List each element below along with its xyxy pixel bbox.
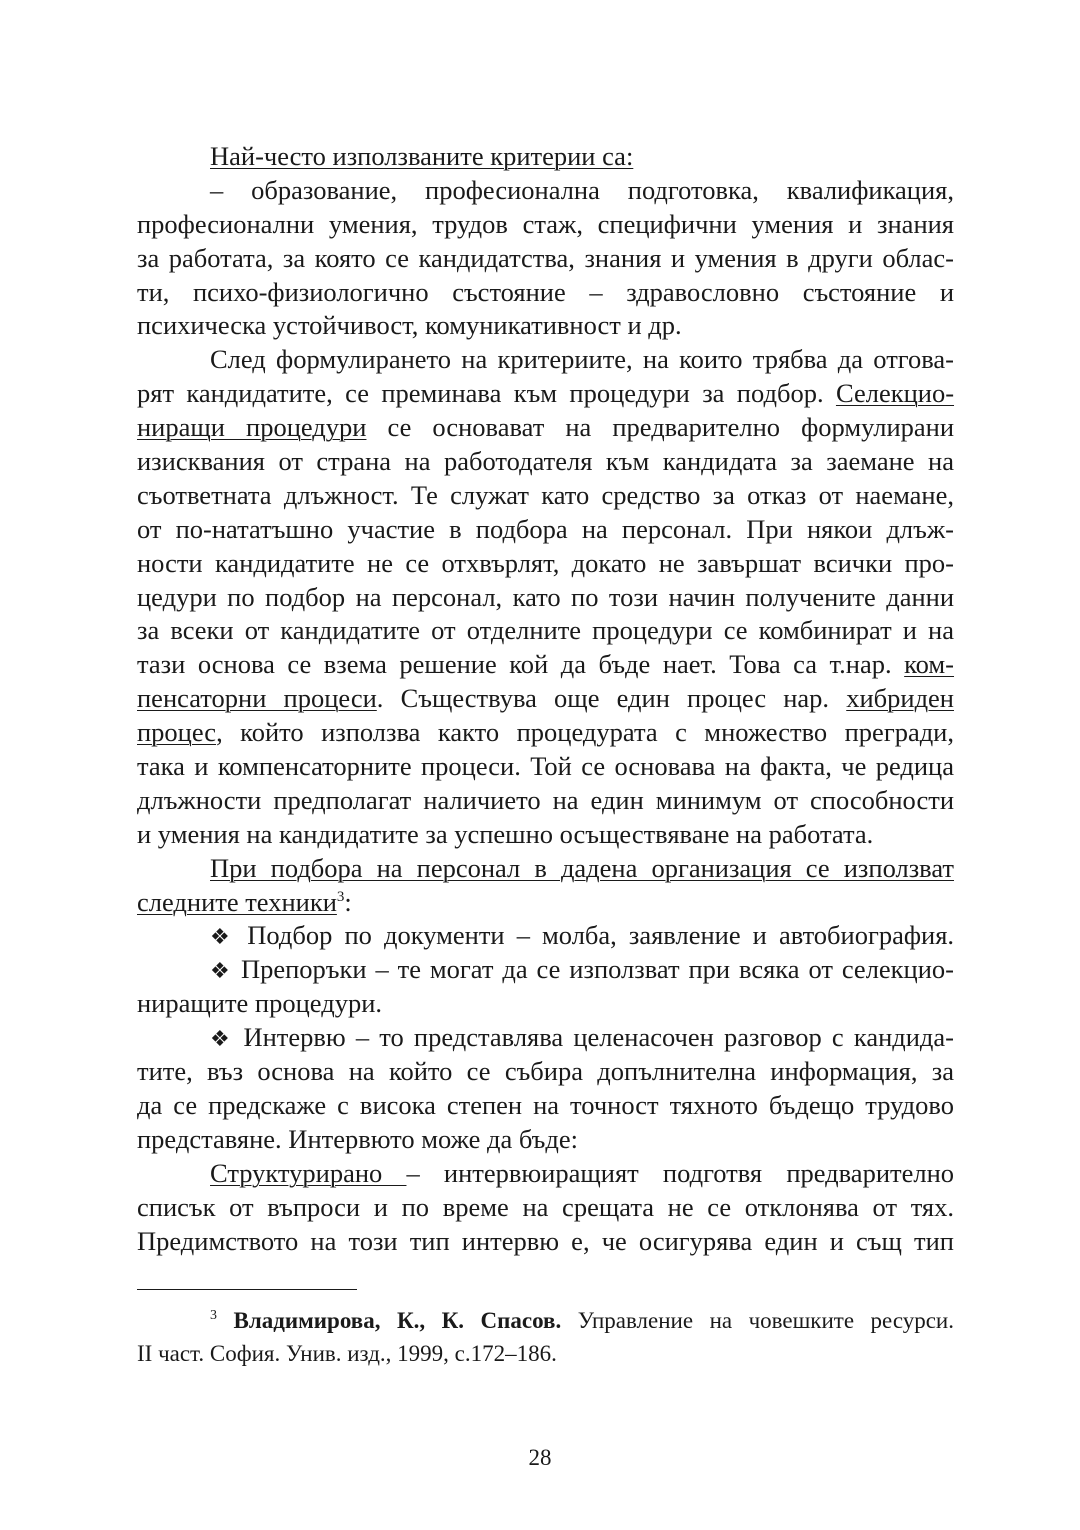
diamond-bullet-icon: ❖ xyxy=(210,1026,234,1052)
list-item-text: Препоръки – те могат да се използват при всяка от селекцио- xyxy=(240,954,954,985)
text-line xyxy=(137,411,954,445)
page-number: 28 xyxy=(528,1445,552,1470)
term-selection-procedures: Селекцио- xyxy=(835,378,955,409)
text-line: цедури по подбор на персонал, като по този начин получените данни xyxy=(137,581,954,612)
text-segment: – интервюиращият подготвя предварително xyxy=(406,1157,954,1188)
text-line: съответната длъжност. Те служат като средство за отказ от наемане, xyxy=(137,479,954,510)
text-line xyxy=(137,852,954,886)
text-line: да се предскаже с висока степен на точност тяхното бъдещо трудово xyxy=(137,1089,954,1120)
list-item xyxy=(137,953,954,987)
list-item-text: Интервю – то представлява целенасочен разговор с кандида- xyxy=(243,1022,954,1053)
footnote-divider xyxy=(137,1289,357,1290)
text-line: и умения на кандидатите за успешно осъществяване на работата. xyxy=(137,818,874,849)
footnote-ref[interactable]: 3 xyxy=(336,888,345,905)
text-line: ти, психо-физиологично състояние – здравословно състояние и xyxy=(137,276,954,307)
text-line: ниращите процедури. xyxy=(137,988,382,1019)
text-line: След формулирането на критериите, на които трябва да отгова- xyxy=(210,344,954,375)
text-line: Предимството на този тип интервю е, че осигурява един и същ тип xyxy=(137,1225,954,1256)
text-segment: . Съществува още един процес нар. xyxy=(376,683,830,714)
diamond-bullet-icon: ❖ xyxy=(210,958,233,984)
text-line: списък от въпроси и по време на срещата не се отклонява от тях. xyxy=(137,1191,954,1222)
text-line: така и компенсаторните процеси. Той се основава на факта, че редица xyxy=(137,751,954,782)
term-hybrid: хибриден xyxy=(846,683,954,714)
footnote-line xyxy=(137,1304,954,1337)
text-segment: тази основа се взема решение кой да бъде нает. Това са т.нар. xyxy=(137,649,892,680)
text-line xyxy=(137,716,954,750)
text-line: за всеки от кандидатите от отделните процедури се комбинират и на xyxy=(137,615,954,646)
techniques-heading-cont: следните техники xyxy=(137,886,337,917)
text-line: от по-нататъшно участие в подбора на персонал. При някои длъж- xyxy=(137,513,954,544)
diamond-bullet-icon: ❖ xyxy=(210,924,236,950)
text-line: психическа устойчивост, комуникативност и др. xyxy=(137,310,682,341)
term-structured: Структурирано xyxy=(210,1157,407,1188)
footnote xyxy=(137,1304,954,1370)
text-line xyxy=(137,648,954,682)
term-hybrid-cont: процес xyxy=(137,717,217,748)
list-item xyxy=(137,1021,954,1055)
text-line xyxy=(137,1157,954,1191)
text-line: професионални умения, трудов стаж, специфични умения и знания xyxy=(137,208,954,239)
text-line: длъжности предполагат наличието на един минимум от способности xyxy=(137,784,954,815)
text-line: за работата, за която се кандидатства, знания и умения в други облас- xyxy=(137,242,954,273)
text-segment: рят кандидатите, се преминава към процедури за подбор. xyxy=(137,378,824,409)
term-compensatory-cont: пенсаторни процеси xyxy=(137,683,377,714)
text-line: представяне. Интервюто може да бъде: xyxy=(137,1123,578,1154)
text-line xyxy=(137,140,954,174)
text-line xyxy=(137,377,954,411)
footnote-line: II част. София. Унив. изд., 1999, с.172–186. xyxy=(137,1341,557,1366)
body-text xyxy=(137,140,954,1258)
text-line: – образование, професионална подготовка, квалификация, xyxy=(210,174,954,205)
text-segment: , който използва както процедурата с множество прегради, xyxy=(216,717,954,748)
term-compensatory: ком- xyxy=(904,649,955,680)
footnote-authors: Владимирова, К., К. Спасов. xyxy=(233,1308,562,1333)
text-line xyxy=(137,886,954,920)
list-item-text: Подбор по документи – молба, заявление и автобиография. xyxy=(247,920,955,951)
criteria-heading: Най-често използваните критерии са: xyxy=(210,141,634,171)
footnote-title: Управление на човешките ресурси. xyxy=(561,1308,954,1333)
term-selection-procedures-cont: ниращи процедури xyxy=(137,412,367,443)
text-line: ности кандидатите не се отхвърлят, докато не завършат всички про- xyxy=(137,547,954,578)
text-line: тите, въз основа на който се събира допълнителна информация, за xyxy=(137,1056,954,1087)
text-segment: се основават на предварително формулирани xyxy=(366,412,954,443)
list-item xyxy=(137,919,954,953)
text-segment: : xyxy=(344,886,352,917)
techniques-heading: При подбора на персонал в дадена организация се използват xyxy=(210,852,954,883)
text-line xyxy=(137,682,954,716)
text-line: изисквания от страна на работодателя към кандидата за заемане на xyxy=(137,446,954,477)
footnote-marker: 3 xyxy=(210,1308,217,1323)
